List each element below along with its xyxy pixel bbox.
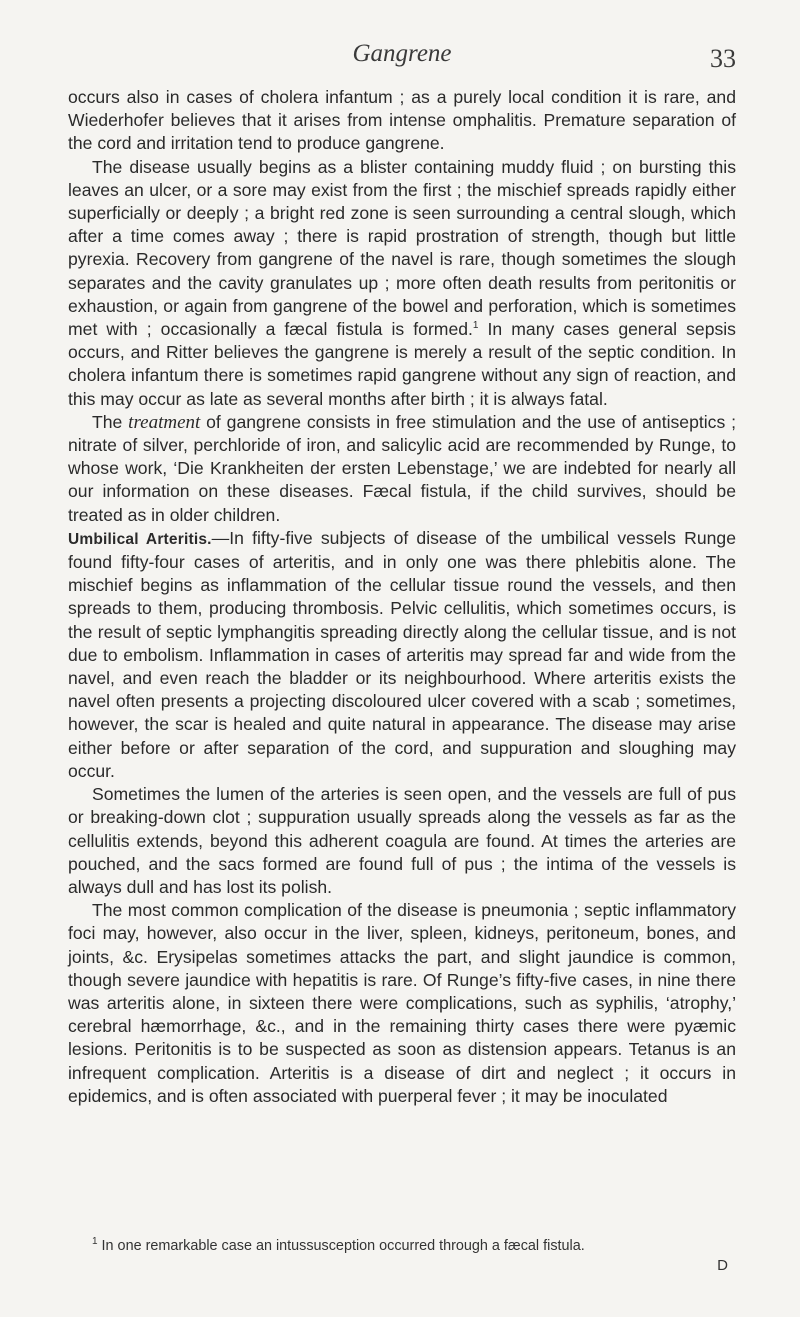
- paragraph-pathology: [68, 783, 736, 899]
- paragraph-text: In many cases general sepsis occurs, and Ritter believes the gangrene is merely a result of the septic condition. In cholera infantum there is sometimes rapid gangrene without any sign of reaction, and this may occur as late as several months after birth ; it is always fatal.: [68, 319, 736, 409]
- paragraph-course-of-disease: [68, 156, 736, 411]
- paragraph-umbilical-arteritis: [68, 527, 736, 783]
- italic-term: treatment: [128, 411, 201, 433]
- paragraph-complications: [68, 899, 736, 1108]
- body-text: [68, 86, 736, 1108]
- paragraph-text: —In fifty-five subjects of disease of the umbilical vessels Runge found fifty-four cases of arteritis, and in only one was there phlebitis alone. The mischief begins as inflammation of the cellular tissue round the vessels, and then spreads to them, producing thrombosis. Pelvic cellulitis, which sometimes occurs, is the result of septic lymphangitis spreading directly along the cellular tissue, and is not due to embolism. Inflammation in cases of arteritis may spread far and wide from the navel, and even reach the bladder or its neighbourhood. Where arteritis exists the navel often presents a projecting discoloured ulcer covered with a scab ; sometimes, however, the scar is healed and quite natural in appearance. The disease may arise either before or after separation of the cord, and suppuration and sloughing may occur.: [68, 527, 736, 781]
- running-head: [68, 40, 736, 84]
- paragraph-text: The disease usually begins as a blister containing muddy fluid ; on bursting this leaves an ulcer, or a sore may exist from the first ; the mischief spreads rapidly either superficially or deeply ; a bright red zone is seen surrounding a central slough, which after a time comes away ; there is rapid prostration of strength, though but little pyrexia. Recovery from gangrene of the navel is rare, though sometimes the slough separates and the cavity granulates up ; more often death results from peritonitis or exhaustion, or again from gangrene of the bowel and perforation, which is sometimes met with ; occasionally a fæcal fistula is formed.: [68, 156, 736, 340]
- paragraph-text: Sometimes the lumen of the arteries is seen open, and the vessels are full of pus or breaking-down clot ; suppuration usually spreads along the vessels as far as the cellulitis extends, beyond this adherent coagula are found. At times the arteries are pouched, and the sacs formed are found full of pus ; the intima of the vessels is always dull and has lost its polish.: [68, 784, 736, 897]
- footnote-marker: 1: [92, 1236, 98, 1248]
- footnote-text: In one remarkable case an intussusception occurred through a fæcal fistula.: [97, 1238, 585, 1254]
- footnote-reference: 1: [472, 320, 479, 332]
- paragraph-treatment: [68, 411, 736, 527]
- paragraph-text: of gangrene consists in free stimulation and the use of antiseptics ; nitrate of silver, perchloride of iron, and salicylic acid are recommended by Runge, to whose work, ‘Die Krankheiten der ersten Lebenstage,’ we are indebted for nearly all our information on these diseases. Fæcal fistula, if the child survives, should be treated as in older children.: [68, 411, 736, 525]
- paragraph-text: The most common complication of the disease is pneumonia ; septic inflammatory foci may, however, also occur in the liver, spleen, kidneys, peritoneum, bones, and joints, &c. Erysipelas sometimes attacks the part, and slight jaundice is common, though severe jaundice with hepatitis is rare. Of Runge’s fifty-five cases, in nine there was arteritis alone, in sixteen there were complications, such as syphilis, ‘atrophy,’ cerebral hæmorrhage, &c., and in the remaining thirty cases there were pyæmic lesions. Peritonitis is to be suspected as soon as distension appears. Tetanus is an infrequent complication. Arteritis is a disease of dirt and neglect ; it occurs in epidemics, and is often associated with puerperal fever ; it may be inoculated: [68, 900, 736, 1106]
- footnote: [68, 1237, 736, 1255]
- paragraph-continuation: [68, 86, 736, 156]
- page-number: 33: [710, 44, 736, 73]
- paragraph-text: occurs also in cases of cholera infantum ; as a purely local condition it is rare, and Wiederhofer believes that it arises from intense omphalitis. Premature separation of the cord and irritation tend to produce gangrene.: [68, 87, 736, 154]
- paragraph-text: The: [92, 411, 129, 432]
- section-sidehead: Umbilical Arteritis.: [68, 530, 212, 548]
- signature-mark: D: [717, 1257, 728, 1274]
- running-title: Gangrene: [352, 40, 452, 67]
